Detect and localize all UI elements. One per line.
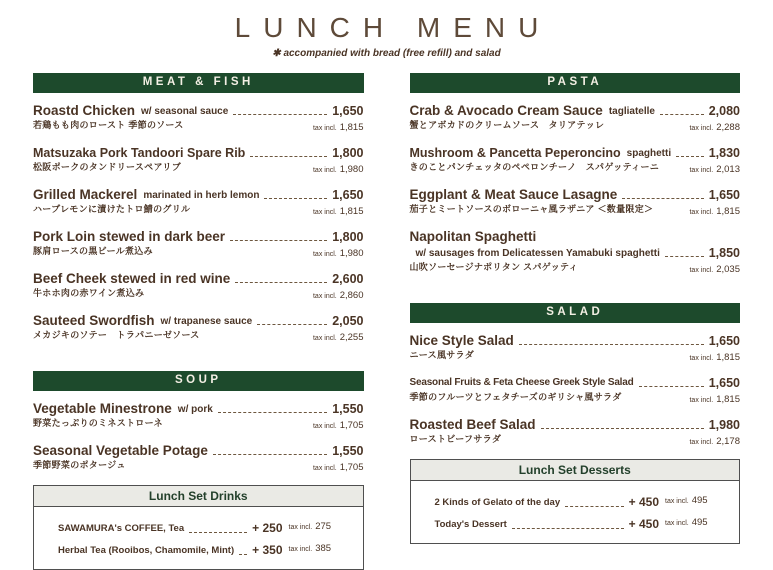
- item-name-japanese: 牛ホホ肉の赤ワイン煮込み: [33, 288, 145, 298]
- tax-incl-label: tax incl.: [689, 355, 714, 362]
- set-item-name: Today's Dessert: [434, 519, 507, 530]
- dotted-leader: [264, 198, 327, 199]
- item-tax: [689, 434, 740, 448]
- lunch-set-box: [410, 459, 741, 544]
- item-tax: [689, 120, 740, 134]
- dotted-leader: [676, 156, 704, 157]
- item-tax-price: 1,815: [716, 206, 740, 217]
- menu-section: [410, 73, 741, 287]
- set-item-name: SAWAMURA's COFFEE, Tea: [58, 523, 185, 534]
- item-tax: [313, 418, 364, 432]
- set-item-tax: [665, 513, 727, 532]
- dotted-leader: [213, 454, 327, 455]
- menu-item-title-row: [410, 375, 741, 391]
- item-price: 1,830: [708, 146, 740, 160]
- menu-item-title-row: [410, 103, 741, 119]
- set-item-tax-price: 385: [315, 543, 332, 554]
- item-descriptor: spaghetti: [626, 148, 672, 159]
- tax-incl-label: tax incl.: [312, 465, 337, 472]
- menu-title: LUNCH MENU: [234, 12, 552, 43]
- item-name-japanese: 蟹とアボカドのクリームソース タリアテッレ: [409, 120, 605, 130]
- lunch-set-item: [58, 517, 351, 536]
- item-price: 1,650: [332, 188, 364, 202]
- menu-item-title-row: [410, 229, 741, 245]
- menu-item: [33, 443, 364, 474]
- dotted-leader: [660, 114, 704, 115]
- item-price: 1,650: [708, 376, 740, 390]
- item-tax: [313, 162, 364, 176]
- menu-item: [410, 103, 741, 134]
- section-header: MEAT & FISH: [33, 73, 364, 93]
- tax-incl-label: tax incl.: [689, 439, 714, 446]
- item-price: 1,800: [332, 146, 364, 160]
- dotted-leader: [230, 240, 327, 241]
- tax-incl-label: tax incl.: [312, 251, 337, 258]
- menu-item-subrow: [33, 204, 364, 218]
- menu-item-subrow: [33, 246, 364, 260]
- dotted-leader: [622, 198, 703, 199]
- item-price: 2,080: [708, 104, 740, 118]
- menu-item-subrow: [33, 460, 364, 474]
- menu-item-subrow: [410, 120, 741, 134]
- item-name: Seasonal Vegetable Potage: [33, 443, 208, 458]
- item-name-japanese: 若鶏もも肉のロースト 季節のソース: [33, 120, 184, 130]
- tax-incl-label: tax incl.: [312, 293, 337, 300]
- item-price: 1,650: [708, 334, 740, 348]
- lunch-set-box-header: Lunch Set Drinks: [34, 486, 363, 507]
- item-descriptor: tagliatelle: [608, 106, 655, 117]
- item-price: 1,850: [708, 246, 740, 260]
- tax-incl-label: tax incl.: [689, 167, 714, 174]
- item-name-japanese: 季節のフルーツとフェタチーズのギリシャ風サラダ: [409, 392, 622, 402]
- menu-item: [33, 187, 364, 218]
- tax-incl-label: tax incl.: [665, 520, 689, 527]
- menu-item: [410, 229, 741, 276]
- item-tax-price: 1,815: [339, 122, 364, 133]
- item-tax-price: 1,815: [716, 394, 740, 405]
- lunch-set-item: [435, 513, 728, 532]
- dotted-leader: [233, 114, 327, 115]
- item-name-japanese: ローストビーフサラダ: [409, 434, 502, 444]
- item-descriptor: w/ pork: [177, 404, 213, 415]
- set-item-tax: [665, 491, 727, 510]
- item-name-japanese: 茄子とミートソースのボローニャ風ラザニア ＜数量限定＞: [409, 204, 654, 214]
- item-name: Roastd Chicken: [33, 103, 136, 118]
- item-tax-price: 2,288: [716, 122, 740, 133]
- dotted-leader: [257, 324, 327, 325]
- menu-item-subrow: [410, 434, 741, 448]
- menu-item-subrow: [410, 392, 741, 406]
- dotted-leader: [250, 156, 327, 157]
- item-tax-price: 2,013: [716, 164, 740, 175]
- set-item-name: 2 Kinds of Gelato of the day: [434, 497, 561, 508]
- dotted-leader: [565, 506, 624, 507]
- item-name: Vegetable Minestrone: [33, 401, 172, 416]
- item-name: Pork Loin stewed in dark beer: [33, 229, 226, 244]
- tax-incl-label: tax incl.: [689, 125, 714, 132]
- menu-item-subrow: [33, 162, 364, 176]
- item-price: 1,980: [708, 418, 740, 432]
- menu-item-title-row: [33, 103, 364, 119]
- item-tax: [313, 460, 364, 474]
- menu-item-price-row: [410, 245, 741, 261]
- menu-item-title-row: [410, 333, 741, 349]
- menu-columns: [33, 73, 740, 557]
- set-item-name: Herbal Tea (Rooibos, Chamomile, Mint): [58, 545, 235, 556]
- item-price: 2,050: [332, 314, 364, 328]
- lunch-set-box-header: Lunch Set Desserts: [411, 460, 740, 481]
- set-item-tax-price: 275: [315, 521, 332, 532]
- item-tax-price: 1,815: [339, 206, 364, 217]
- item-name: Crab & Avocado Cream Sauce: [409, 103, 603, 118]
- item-tax-price: 1,980: [339, 164, 364, 175]
- item-tax-price: 1,705: [339, 462, 364, 473]
- tax-incl-label: tax incl.: [312, 167, 337, 174]
- set-item-tax: [289, 539, 351, 558]
- item-name-japanese: きのことパンチェッタのペペロンチーノ スパゲッティーニ: [409, 162, 660, 172]
- menu-item-title-row: [33, 401, 364, 417]
- item-name-japanese: 野菜たっぷりのミネストローネ: [33, 418, 163, 428]
- item-price: 1,550: [332, 402, 364, 416]
- tax-incl-label: tax incl.: [689, 397, 714, 404]
- item-tax-price: 1,815: [716, 352, 740, 363]
- menu-header: [33, 12, 740, 60]
- menu-item-subrow: [410, 162, 741, 176]
- menu-item-title-row: [33, 443, 364, 459]
- item-tax-price: 1,705: [339, 420, 364, 431]
- set-item-price: + 450: [628, 495, 659, 509]
- menu-item-subrow: [410, 262, 741, 276]
- item-tax: [689, 162, 740, 176]
- section-header: PASTA: [410, 73, 741, 93]
- menu-item-title-row: [33, 187, 364, 203]
- tax-incl-label: tax incl.: [689, 267, 714, 274]
- item-tax-price: 2,255: [339, 332, 364, 343]
- lunch-set-item: [435, 491, 728, 510]
- item-descriptor: w/ seasonal sauce: [141, 106, 229, 117]
- menu-item-subrow: [410, 350, 741, 364]
- dotted-leader: [218, 412, 327, 413]
- item-tax: [313, 246, 364, 260]
- right-column: [410, 73, 741, 547]
- set-item-price: + 350: [252, 543, 283, 557]
- menu-item: [33, 313, 364, 344]
- menu-item-title-row: [33, 313, 364, 329]
- lunch-set-items: [34, 507, 363, 569]
- tax-incl-label: tax incl.: [288, 546, 313, 553]
- item-descriptor: w/ sausages from Delicatessen Yamabuki spaghetti: [415, 248, 660, 259]
- dotted-leader: [541, 428, 704, 429]
- menu-item-title-row: [410, 145, 741, 161]
- lunch-set-items: [411, 481, 740, 543]
- menu-item: [33, 271, 364, 302]
- item-tax: [689, 204, 740, 218]
- left-column: [33, 73, 364, 557]
- item-tax: [689, 262, 740, 276]
- menu-item: [33, 401, 364, 432]
- section-header: SOUP: [33, 371, 364, 391]
- tax-incl-label: tax incl.: [312, 335, 337, 342]
- item-name: Beef Cheek stewed in red wine: [33, 271, 231, 286]
- item-name-japanese: ニース風サラダ: [409, 350, 475, 360]
- menu-section: [33, 371, 364, 485]
- menu-item-title-row: [410, 417, 741, 433]
- item-tax: [689, 392, 740, 406]
- menu-item-subrow: [410, 204, 741, 218]
- lunch-set-item: [58, 539, 351, 558]
- set-item-tax: [289, 517, 351, 536]
- dotted-leader: [239, 554, 247, 555]
- menu-item: [410, 187, 741, 218]
- menu-item: [33, 103, 364, 134]
- item-descriptor: w/ trapanese sauce: [160, 316, 253, 327]
- item-descriptor: marinated in herb lemon: [143, 190, 260, 201]
- menu-item: [33, 229, 364, 260]
- menu-subtitle: ✱ accompanied with bread (free refill) and salad: [272, 48, 501, 59]
- set-item-tax-price: 495: [691, 517, 708, 528]
- item-name: Matsuzaka Pork Tandoori Spare Rib: [33, 146, 246, 160]
- item-name: Nice Style Salad: [409, 333, 514, 348]
- tax-incl-label: tax incl.: [312, 125, 337, 132]
- item-tax-price: 2,860: [339, 290, 364, 301]
- item-price: 2,600: [332, 272, 364, 286]
- menu-item-title-row: [33, 145, 364, 161]
- item-price: 1,800: [332, 230, 364, 244]
- set-item-tax-price: 495: [691, 495, 708, 506]
- item-price: 1,650: [332, 104, 364, 118]
- tax-incl-label: tax incl.: [312, 423, 337, 430]
- item-tax: [313, 330, 364, 344]
- section-header: SALAD: [410, 303, 741, 323]
- menu-item: [33, 145, 364, 176]
- menu-item: [410, 375, 741, 406]
- item-tax: [313, 120, 364, 134]
- set-item-price: + 250: [252, 521, 283, 535]
- item-tax-price: 2,178: [716, 436, 740, 447]
- menu-item-subrow: [33, 418, 364, 432]
- item-name: Napolitan Spaghetti: [409, 229, 537, 244]
- item-name-japanese: 豚肩ロースの黒ビール煮込み: [33, 246, 153, 256]
- item-name: Seasonal Fruits & Feta Cheese Greek Style Salad: [409, 377, 634, 388]
- menu-item-subrow: [33, 120, 364, 134]
- menu-section: [410, 303, 741, 459]
- menu-item-subrow: [33, 330, 364, 344]
- item-tax-price: 2,035: [716, 264, 740, 275]
- item-price: 1,650: [708, 188, 740, 202]
- menu-item: [410, 145, 741, 176]
- item-name-japanese: ハーブレモンに漬けたトロ鯖のグリル: [33, 204, 191, 214]
- item-name-japanese: 山吹ソーセージナポリタン スパゲッティ: [409, 262, 578, 272]
- item-name: Grilled Mackerel: [33, 187, 138, 202]
- item-tax: [313, 288, 364, 302]
- dotted-leader: [639, 386, 704, 387]
- item-name: Mushroom & Pancetta Peperoncino: [409, 146, 621, 160]
- menu-item-subrow: [33, 288, 364, 302]
- dotted-leader: [665, 256, 704, 257]
- item-name: Roasted Beef Salad: [409, 417, 536, 432]
- item-name-japanese: メカジキのソテー トラパニーゼソース: [33, 330, 200, 340]
- dotted-leader: [512, 528, 624, 529]
- item-name: Eggplant & Meat Sauce Lasagne: [409, 187, 618, 202]
- menu-section: [33, 73, 364, 355]
- dotted-leader: [235, 282, 327, 283]
- tax-incl-label: tax incl.: [312, 209, 337, 216]
- tax-incl-label: tax incl.: [665, 498, 689, 505]
- tax-incl-label: tax incl.: [288, 524, 313, 531]
- item-tax-price: 1,980: [339, 248, 364, 259]
- item-tax: [689, 350, 740, 364]
- menu-item: [410, 333, 741, 364]
- lunch-set-box: [33, 485, 364, 570]
- item-name: Sauteed Swordfish: [33, 313, 155, 328]
- set-item-price: + 450: [628, 517, 659, 531]
- menu-item-title-row: [33, 271, 364, 287]
- item-name-japanese: 季節野菜のポタージュ: [33, 460, 126, 470]
- menu-item: [410, 417, 741, 448]
- menu-item-title-row: [410, 187, 741, 203]
- dotted-leader: [189, 532, 247, 533]
- tax-incl-label: tax incl.: [689, 209, 714, 216]
- item-price: 1,550: [332, 444, 364, 458]
- item-tax: [313, 204, 364, 218]
- menu-item-title-row: [33, 229, 364, 245]
- item-name-japanese: 松阪ポークのタンドリースペアリブ: [33, 162, 181, 172]
- dotted-leader: [519, 344, 704, 345]
